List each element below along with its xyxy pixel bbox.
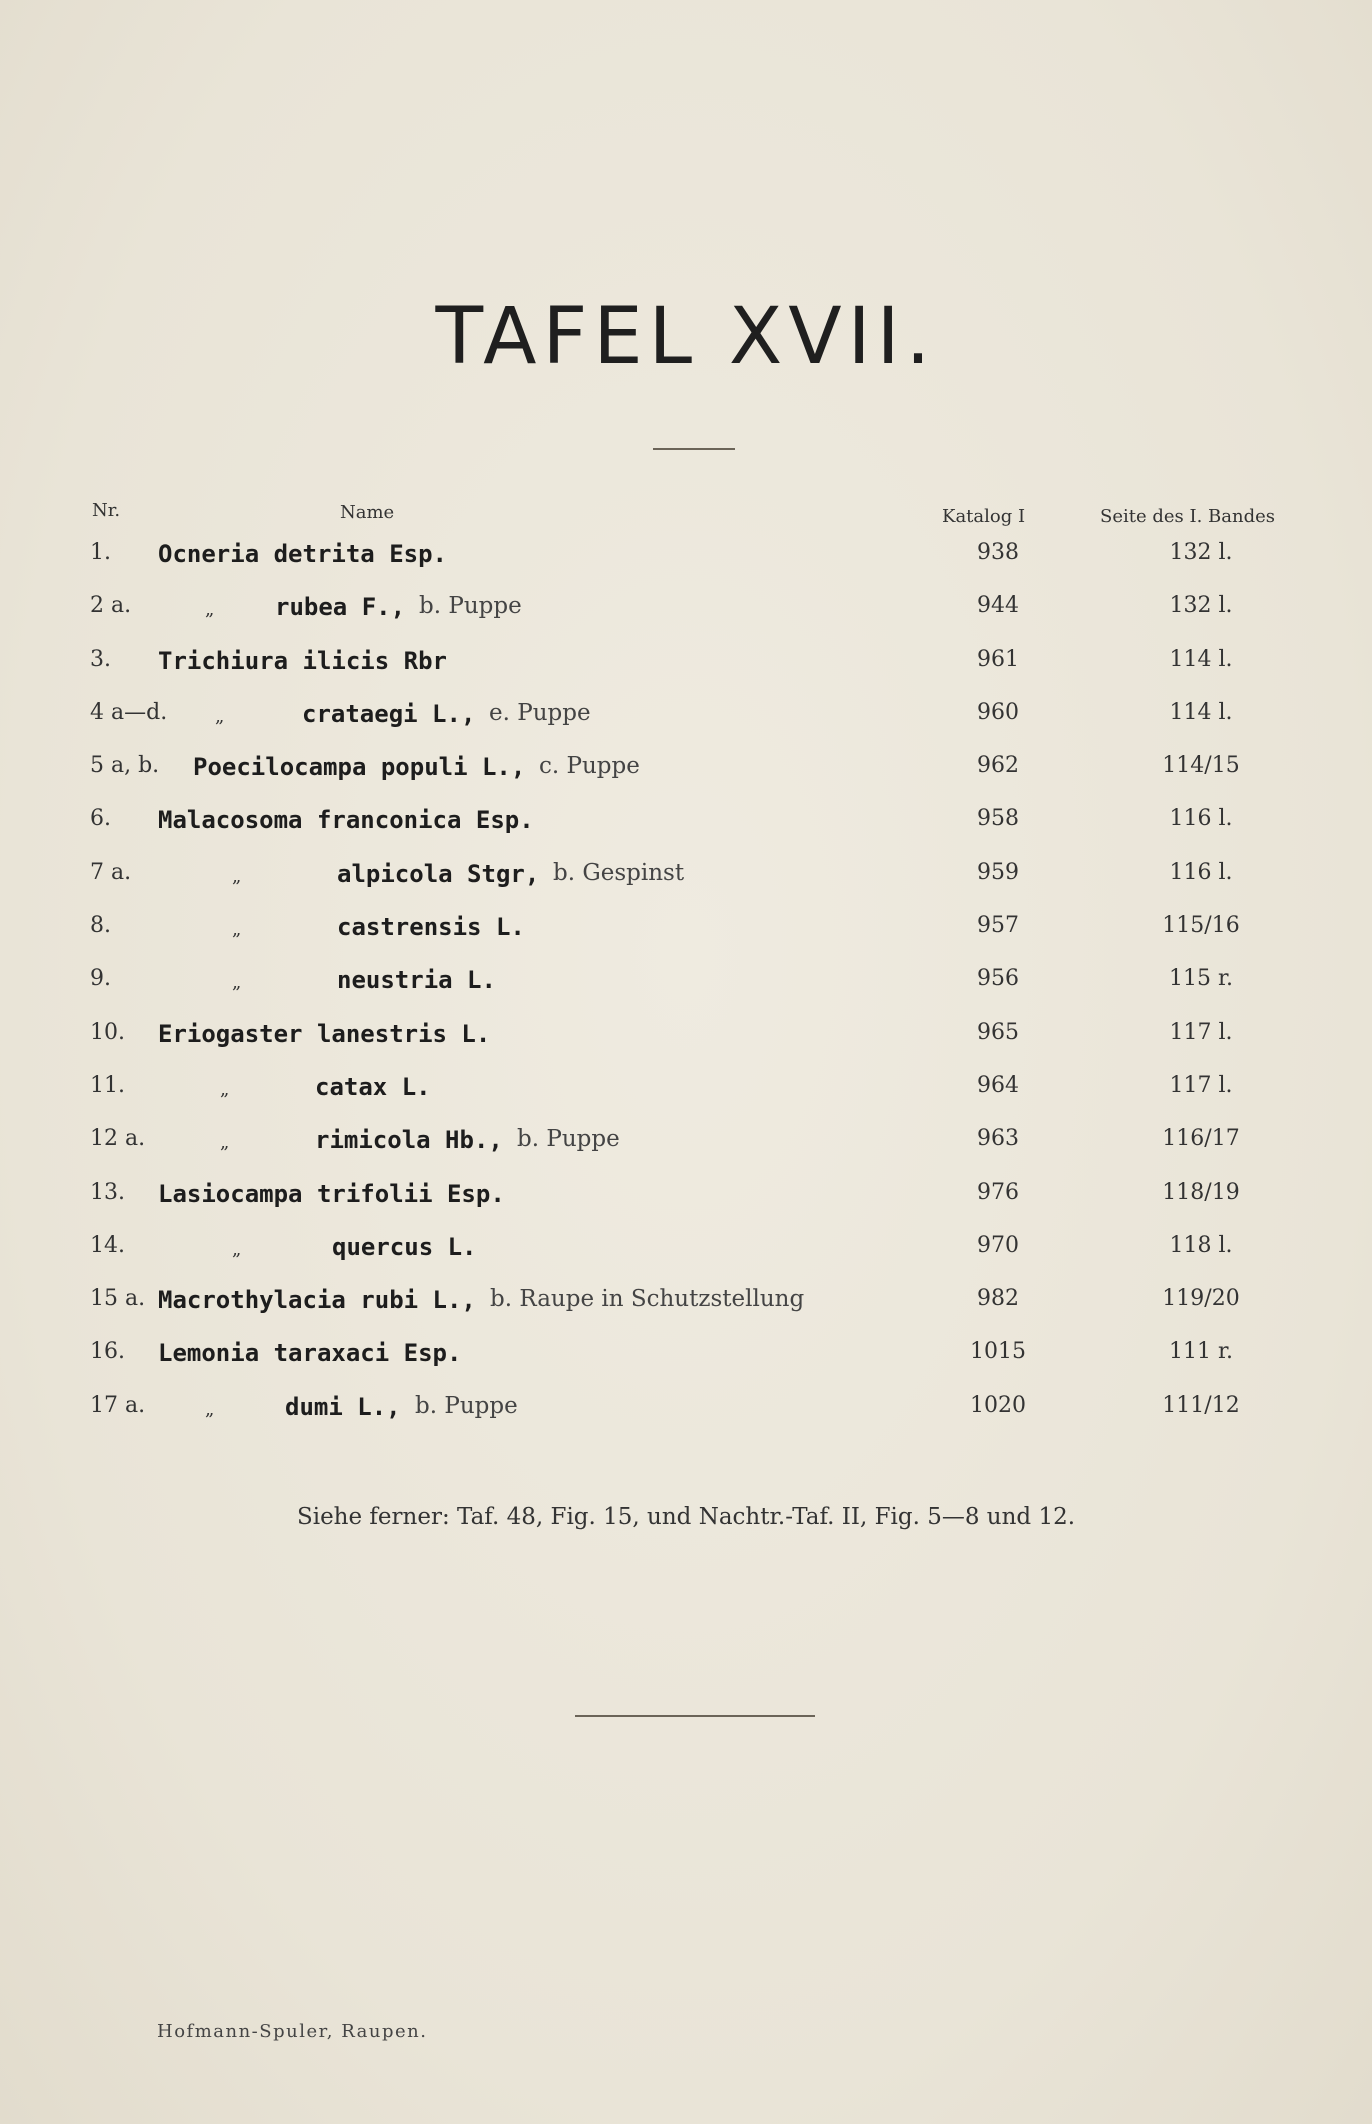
species-note: b. Puppe xyxy=(419,593,522,620)
table-row xyxy=(0,1012,1372,1065)
ditto-mark: „ xyxy=(205,599,215,621)
page-reference: 111 r. xyxy=(1168,1339,1234,1365)
row-number: 9. xyxy=(90,966,111,992)
row-number: 15 a. xyxy=(90,1286,146,1312)
katalog-number: 956 xyxy=(977,966,1019,992)
row-number: 1. xyxy=(90,540,111,565)
katalog-number: 965 xyxy=(977,1019,1019,1045)
page-reference: 132 l. xyxy=(1169,593,1233,619)
page-reference: 117 l. xyxy=(1169,1072,1233,1098)
katalog-number: 970 xyxy=(977,1232,1019,1258)
katalog-number: 960 xyxy=(977,699,1019,725)
species-name: rimicola Hb., xyxy=(315,1126,503,1155)
table-row xyxy=(0,639,1372,692)
table-row xyxy=(0,692,1372,745)
row-number: 4 a—d. xyxy=(90,699,168,725)
species-name: Lasiocampa trifolii Esp. xyxy=(158,1179,505,1208)
species-note: b. Gespinst xyxy=(553,859,685,886)
page-title: TAFEL XVII. xyxy=(435,292,937,382)
species-name: Trichiura ilicis Rbr xyxy=(158,646,447,675)
katalog-number: 964 xyxy=(977,1072,1019,1098)
species-name: Macrothylacia rubi L., xyxy=(158,1286,476,1315)
page-reference: 116 l. xyxy=(1169,859,1233,885)
species-name: Ocneria detrita Esp. xyxy=(158,540,447,568)
row-number: 14. xyxy=(90,1232,125,1258)
species-name: Poecilocampa populi L., xyxy=(193,753,526,782)
header-seite: Seite des I. Bandes xyxy=(1100,506,1275,527)
row-number: 11. xyxy=(90,1072,125,1098)
page-reference: 115 r. xyxy=(1168,966,1234,992)
row-number: 2 a. xyxy=(90,593,132,619)
header-name: Name xyxy=(340,502,395,523)
species-name: Eriogaster lanestris L. xyxy=(158,1019,491,1048)
ditto-mark: „ xyxy=(232,919,242,941)
page-reference: 116 l. xyxy=(1169,806,1233,832)
species-name: quercus L. xyxy=(332,1232,477,1261)
page-reference: 114 l. xyxy=(1169,699,1233,725)
header-nr: Nr. xyxy=(92,500,121,521)
table-row xyxy=(0,532,1372,585)
species-name: crataegi L., xyxy=(302,699,476,728)
katalog-number: 944 xyxy=(977,593,1019,619)
table-row xyxy=(0,1278,1372,1331)
ditto-mark: „ xyxy=(232,972,242,994)
table-row xyxy=(0,1118,1372,1171)
species-name: castrensis L. xyxy=(337,913,525,942)
row-number: 8. xyxy=(90,913,111,939)
row-number: 16. xyxy=(90,1339,125,1365)
table-row xyxy=(0,1065,1372,1118)
row-number: 10. xyxy=(90,1019,125,1045)
ditto-mark: „ xyxy=(232,1238,242,1260)
row-number: 5 a, b. xyxy=(90,753,160,779)
row-number: 17 a. xyxy=(90,1392,146,1418)
header-katalog: Katalog I xyxy=(942,506,1026,527)
species-name: Lemonia taraxaci Esp. xyxy=(158,1339,462,1368)
ditto-mark: „ xyxy=(215,705,225,727)
species-note: b. Puppe xyxy=(517,1126,620,1153)
species-name: dumi L., xyxy=(285,1392,401,1421)
page-reference: 118/19 xyxy=(1162,1179,1240,1205)
page-reference: 119/20 xyxy=(1162,1286,1240,1312)
row-number: 13. xyxy=(90,1179,125,1205)
table-row xyxy=(0,852,1372,905)
katalog-number: 976 xyxy=(977,1179,1019,1205)
species-name: rubea F., xyxy=(275,593,406,622)
species-name: alpicola Stgr, xyxy=(337,859,540,888)
table-row xyxy=(0,798,1372,851)
row-number: 6. xyxy=(90,806,111,832)
page-reference: 116/17 xyxy=(1162,1126,1240,1152)
species-name: Malacosoma franconica Esp. xyxy=(158,806,534,835)
table-row xyxy=(0,1385,1372,1438)
species-name: neustria L. xyxy=(337,966,496,995)
ditto-mark: „ xyxy=(220,1132,230,1154)
table-row xyxy=(0,905,1372,958)
title-divider xyxy=(653,448,735,450)
katalog-number: 962 xyxy=(977,753,1019,779)
table-row xyxy=(0,1331,1372,1384)
table-row xyxy=(0,958,1372,1011)
katalog-number: 938 xyxy=(977,540,1019,565)
katalog-number: 982 xyxy=(977,1286,1019,1312)
page-reference: 132 l. xyxy=(1169,540,1233,565)
bottom-divider xyxy=(575,1715,815,1717)
katalog-number: 959 xyxy=(977,859,1019,885)
imprint: Hofmann-Spuler, Raupen. xyxy=(157,2021,428,2042)
page-reference: 114 l. xyxy=(1169,646,1233,672)
species-note: c. Puppe xyxy=(539,753,640,780)
footnote: Siehe ferner: Taf. 48, Fig. 15, und Nachtr.-Taf. II, Fig. 5—8 und 12. xyxy=(296,1504,1076,1530)
ditto-mark: „ xyxy=(205,1398,215,1420)
katalog-number: 958 xyxy=(977,806,1019,832)
katalog-number: 961 xyxy=(977,646,1019,672)
species-note: b. Puppe xyxy=(415,1392,518,1419)
species-note: b. Raupe in Schutzstellung xyxy=(490,1286,805,1313)
row-number: 7 a. xyxy=(90,859,132,885)
row-number: 3. xyxy=(90,646,111,672)
species-note: e. Puppe xyxy=(489,699,591,726)
page-reference: 117 l. xyxy=(1169,1019,1233,1045)
table-row xyxy=(0,585,1372,638)
table-row xyxy=(0,745,1372,798)
row-number: 12 a. xyxy=(90,1126,146,1152)
table-row xyxy=(0,1225,1372,1278)
ditto-mark: „ xyxy=(220,1078,230,1100)
page-reference: 111/12 xyxy=(1162,1392,1240,1418)
katalog-number: 957 xyxy=(977,913,1019,939)
ditto-mark: „ xyxy=(232,865,242,887)
table-row xyxy=(0,1172,1372,1225)
page-reference: 114/15 xyxy=(1162,753,1240,779)
katalog-number: 1020 xyxy=(970,1392,1026,1418)
katalog-number: 1015 xyxy=(970,1339,1026,1365)
page-reference: 115/16 xyxy=(1162,913,1240,939)
species-table xyxy=(0,532,1372,1438)
page-reference: 118 l. xyxy=(1169,1232,1233,1258)
katalog-number: 963 xyxy=(977,1126,1019,1152)
species-name: catax L. xyxy=(315,1072,431,1101)
